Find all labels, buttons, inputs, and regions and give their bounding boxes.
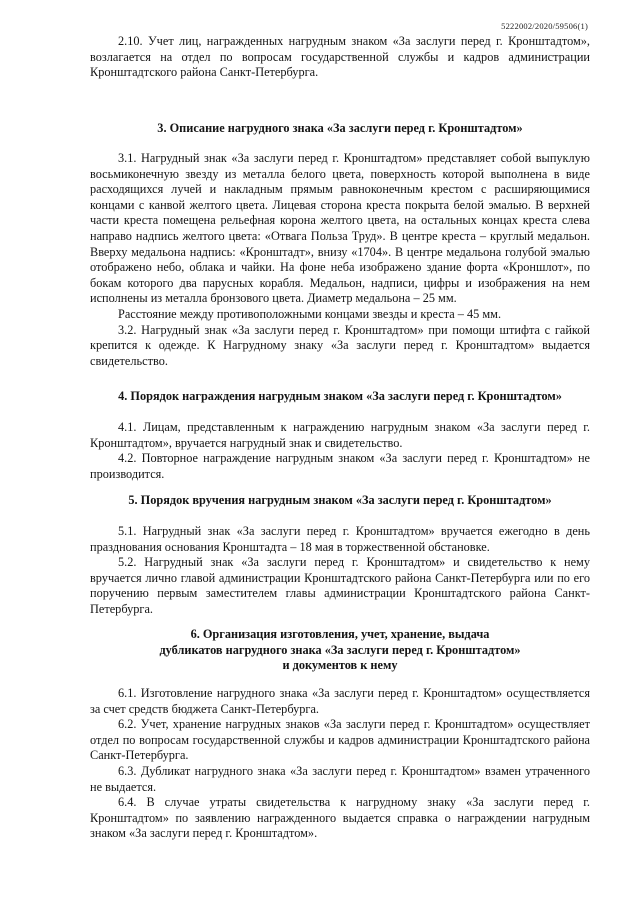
section-6 (90, 686, 590, 842)
section-2 (90, 34, 590, 81)
paragraph-3-2: 3.2. Нагрудный знак «За заслуги перед г. Кронштадтом» при помощи штифта с гайкой крепится к одежде. К Нагрудному знаку «За заслуги перед г. Кронштадтом» выдается свидетельство. (90, 322, 590, 368)
section-3-title: 3. Описание нагрудного знака «За заслуги перед г. Кронштадтом» (157, 121, 523, 135)
section-4-title: 4. Порядок награждения нагрудным знаком «За заслуги перед г. Кронштадтом» (118, 389, 562, 403)
paragraph-6-2: 6.2. Учет, хранение нагрудных знаков «За заслуги перед г. Кронштадтом» осуществляет отдел по вопросам государственной службы и кадров администрации Кронштадтского района Санкт-Петербурга. (90, 717, 590, 763)
section-6-title-line-2: дубликатов нагрудного знака «За заслуги перед г. Кронштадтом» (159, 642, 521, 657)
paragraph-5-1: 5.1. Нагрудный знак «За заслуги перед г. Кронштадтом» вручается ежегодно в день празднования основания Кронштадта – 18 мая в торжественной обстановке. (90, 524, 590, 554)
section-6-heading-block (90, 627, 590, 674)
section-6-title-line-3: и документов к нему (282, 658, 398, 673)
section-4 (90, 420, 590, 482)
section-5-heading-block (90, 493, 590, 509)
paragraph-3-1: 3.1. Нагрудный знак «За заслуги перед г. Кронштадтом» представляет собой выпуклую восьмиконечную звезду из металла белого цвета, поверхность которой выполнена в виде расходящихся лучей и накладным прямым равноконечным крестом с расширяющимися концами с канвой желтого цвета. Лицевая сторона креста покрыта белой эмалью. В верхней части креста помещена рельефная корона желтого цвета, на остальных концах креста слева направо надпись желтого цвета: «Отвага Польза Труд». В центре креста – круглый медальон. Вверху медальона надпись: «Кронштадт», внизу «1704». В центре медальона голубой эмалью отображено небо, облака и чайки. На фоне неба изображено здание форта «Кроншлот», по бокам которого два парусных корабля. Медальон, надписи, цифры и изображения на нем исполнены из металла бронзового цвета. Диаметр медальона – 25 мм. (90, 151, 590, 306)
section-3 (90, 151, 590, 369)
paragraph-2-10: 2.10. Учет лиц, награжденных нагрудным знаком «За заслуги перед г. Кронштадтом», возлагается на отдел по вопросам государственной службы и кадров администрации Кронштадтского района Санкт-Петербурга. (90, 34, 590, 80)
paragraph-6-1: 6.1. Изготовление нагрудного знака «За заслуги перед г. Кронштадтом» осуществляется за счет средств бюджета Санкт-Петербурга. (90, 686, 590, 716)
paragraph-6-3: 6.3. Дубликат нагрудного знака «За заслуги перед г. Кронштадтом» взамен утраченного не выдается. (90, 763, 590, 794)
section-6-title-line-1: 6. Организация изготовления, учет, хранение, выдача (190, 627, 490, 641)
section-4-heading-block (90, 389, 590, 405)
paragraph-4-2: 4.2. Повторное награждение нагрудным знаком «За заслуги перед г. Кронштадтом» не производится. (90, 451, 590, 481)
paragraph-4-1: 4.1. Лицам, представленным к награждению нагрудным знаком «За заслуги перед г. Кронштадтом», вручается нагрудный знак и свидетельство. (90, 420, 590, 450)
document-id: 5222002/2020/59506(1) (501, 21, 588, 31)
paragraph-6-4: 6.4. В случае утраты свидетельства к нагрудному знаку «За заслуги перед г. Кронштадтом» по заявлению награжденного выдается справка о награждении нагрудным знаком «За заслуги перед г. Кронштадтом». (90, 795, 590, 841)
section-3-heading-block (90, 121, 590, 137)
section-5 (90, 524, 590, 618)
paragraph-distance: Расстояние между противоположными концами звезды и креста – 45 мм. (118, 306, 502, 321)
paragraph-5-2: 5.2. Нагрудный знак «За заслуги перед г. Кронштадтом» и свидетельство к нему вручается лично главой администрации Кронштадтского района Санкт-Петербурга или по его поручению первым заместителем главы администрации Кронштадтского района Санкт-Петербурга. (90, 555, 590, 616)
section-5-title: 5. Порядок вручения нагрудным знаком «За заслуги перед г. Кронштадтом» (128, 493, 552, 507)
